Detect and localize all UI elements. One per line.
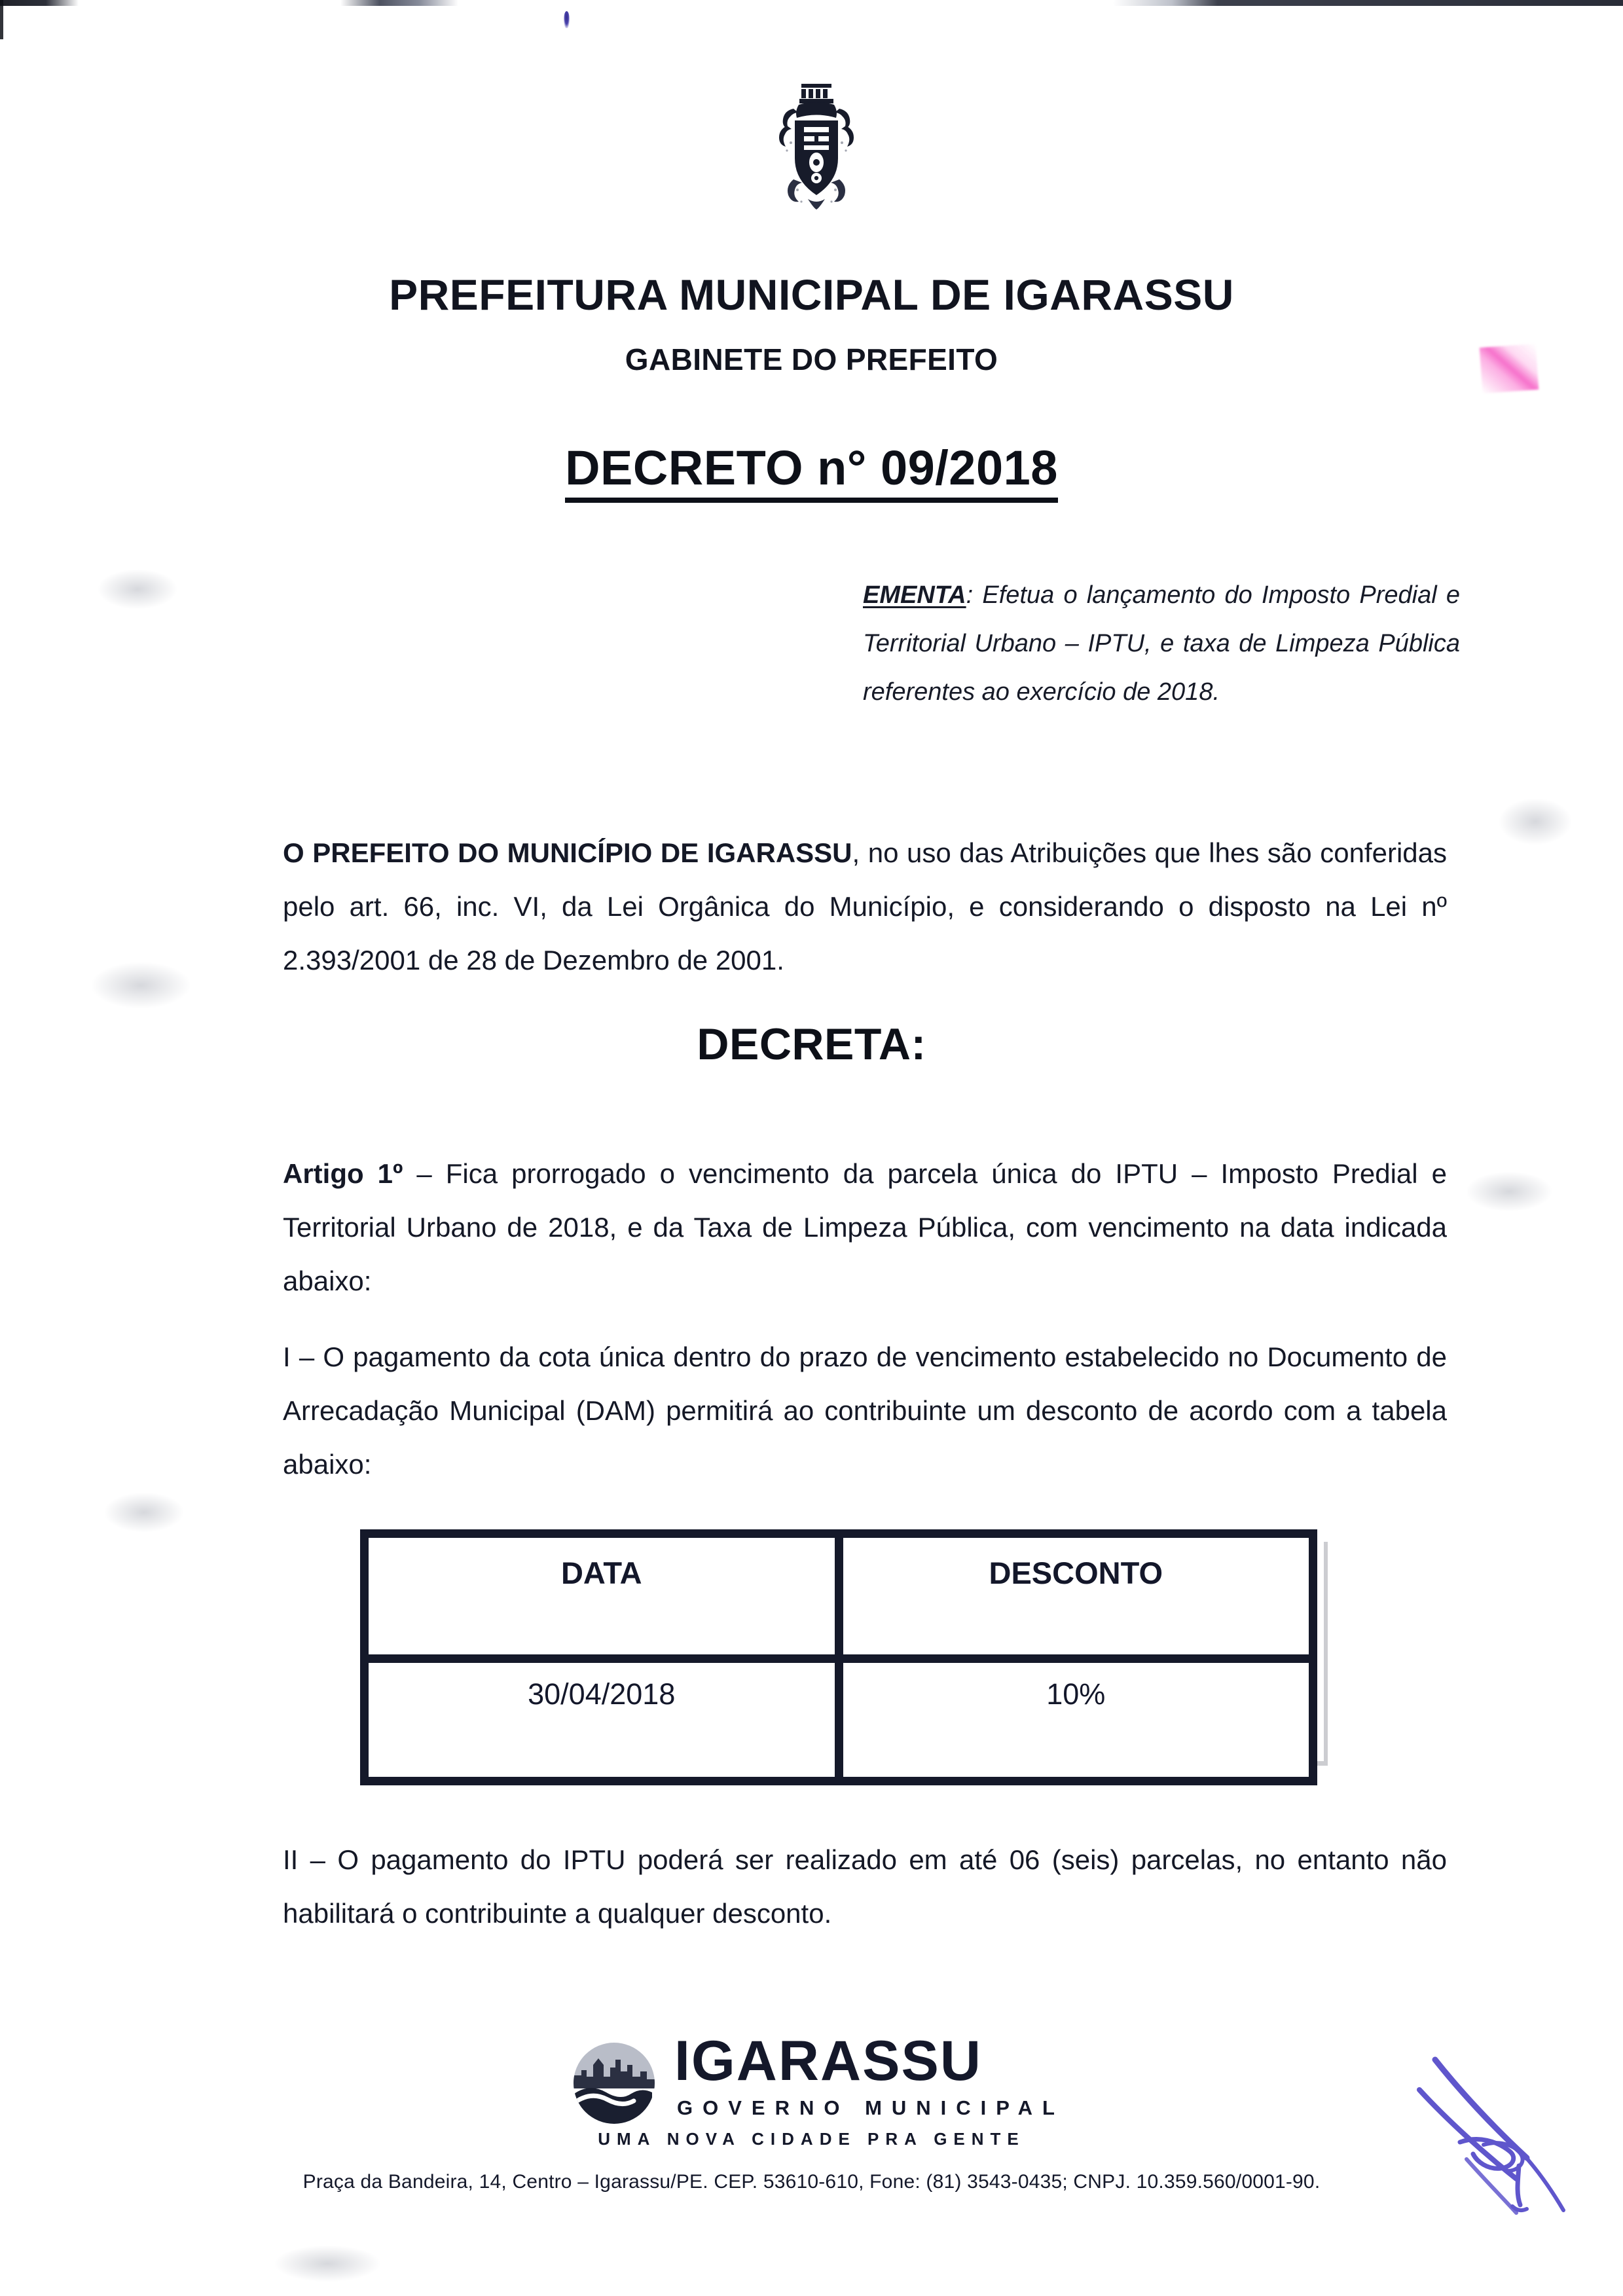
igarassu-logo-subtitle: GOVERNO MUNICIPAL bbox=[677, 2096, 1065, 2119]
ementa-label: EMENTA bbox=[863, 581, 966, 609]
table-cell-discount: 10% bbox=[839, 1659, 1313, 1781]
article-1-text: – Fica prorrogado o vencimento da parcela única do IPTU – Imposto Predial e Territorial Urbano de 2018, e da Taxa de Limpeza Pública, com vencimento na data indicada abaixo: bbox=[283, 1158, 1447, 1296]
decree-title bbox=[0, 440, 1623, 496]
scan-smudge-artifact bbox=[1499, 799, 1571, 845]
table-header-row bbox=[365, 1534, 1313, 1659]
table-row bbox=[365, 1659, 1313, 1781]
scan-smudge-artifact bbox=[1467, 1172, 1552, 1211]
decreta-heading: DECRETA: bbox=[697, 1019, 926, 1069]
item-i-paragraph: I – O pagamento da cota única dentro do prazo de vencimento estabelecido no Documento de Arrecadação Municipal (DAM) permitirá ao contribuinte um desconto de acordo com a tabela abaixo: bbox=[283, 1341, 1447, 1480]
ementa-separator: : bbox=[966, 581, 974, 609]
scan-smudge-artifact bbox=[105, 1493, 183, 1532]
article-1-label: Artigo 1º bbox=[283, 1158, 403, 1189]
organization-title: PREFEITURA MUNICIPAL DE IGARASSU bbox=[389, 270, 1234, 319]
preamble-rest: , no uso das Atribuições que lhes são conferidas pelo art. 66, inc. VI, da Lei Orgânica do Município, e considerando o disposto na Lei nº 2.393/2001 de 28 de Dezembro de 2001. bbox=[283, 837, 1447, 975]
igarassu-logo-block bbox=[564, 2028, 1180, 2140]
coat-of-arms-icon bbox=[754, 80, 879, 211]
department-subtitle: GABINETE DO PREFEITO bbox=[625, 342, 998, 376]
footer-address: Praça da Bandeira, 14, Centro – Igarassu/PE. CEP. 53610-610, Fone: (81) 3543-0435; CNPJ. 10.359.560/0001-90. bbox=[302, 2171, 1321, 2193]
item-ii-paragraph: II – O pagamento do IPTU poderá ser realizado em até 06 (seis) parcelas, no entanto não habilitará o contribuinte a qualquer desconto. bbox=[283, 1844, 1447, 1929]
table-header-desconto: DESCONTO bbox=[839, 1534, 1313, 1659]
preamble-lead: O PREFEITO DO MUNICÍPIO DE IGARASSU bbox=[283, 837, 852, 868]
ementa-block bbox=[863, 571, 1460, 716]
scan-edge-artifact-left bbox=[0, 0, 3, 39]
article-1-paragraph bbox=[283, 1147, 1447, 1308]
igarassu-wordmark: IGARASSU bbox=[674, 2030, 982, 2092]
decree-title-text: DECRETO n° 09/2018 bbox=[565, 441, 1058, 503]
discount-table-wrapper bbox=[360, 1529, 1317, 1753]
scan-smudge-artifact bbox=[275, 2246, 380, 2282]
preamble-paragraph bbox=[283, 826, 1447, 987]
table-header-data: DATA bbox=[365, 1534, 839, 1659]
ink-dot-artifact bbox=[564, 11, 570, 28]
igarassu-city-wave-logo-icon bbox=[564, 2033, 664, 2133]
discount-table bbox=[360, 1529, 1317, 1785]
scan-smudge-artifact bbox=[98, 570, 177, 609]
igarassu-logo-tagline: UMA NOVA CIDADE PRA GENTE bbox=[598, 2129, 1025, 2149]
scan-smudge-artifact bbox=[92, 962, 190, 1008]
ementa-text: Efetua o lançamento do Imposto Predial e Territorial Urbano – IPTU, e taxa de Limpeza Pública referentes ao exercício de 2018. bbox=[863, 581, 1460, 706]
table-cell-date: 30/04/2018 bbox=[365, 1659, 839, 1781]
scan-edge-artifact-top bbox=[0, 0, 1623, 6]
